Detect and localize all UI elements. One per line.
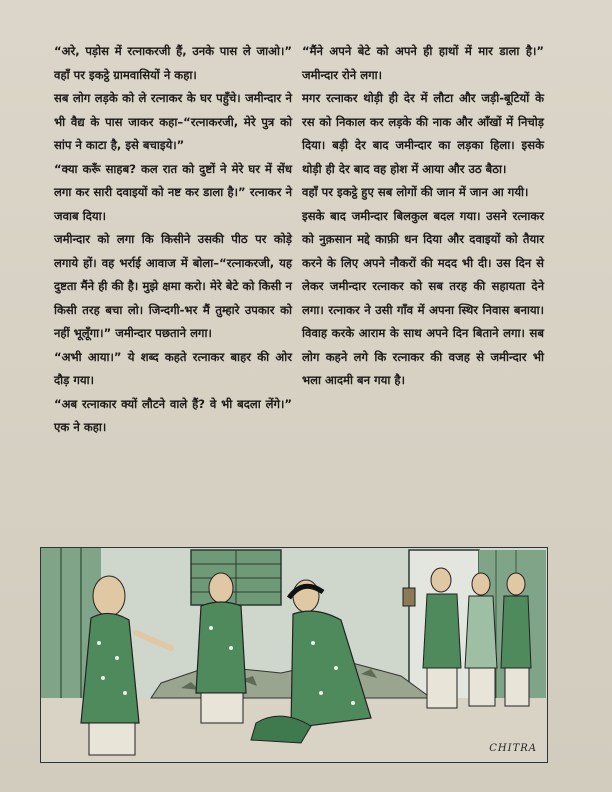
artist-signature: CHITRA bbox=[489, 743, 537, 754]
herb-pot bbox=[403, 588, 415, 606]
paragraph: मगर रत्नाकर थोड़ी ही देर में लौटा और जड़ी-बूटियों के रस को निकाल कर लड़के की नाक और आँखों में निचोड़ दिया। बड़ी देर बाद जमीन्दार का लड़का हिला। इसके थोड़ी ही देर बाद वह होश में आया और उठ बैठा। bbox=[302, 91, 544, 176]
paragraph: “मैंने अपने बेटे को अपने ही हाथों में मार डाला है।” जमीन्दार रोने लगा। bbox=[302, 44, 544, 82]
paragraph: “अरे, पड़ोस में रत्नाकरजी हैं, उनके पास ले जाओ।” वहाँ पर इकट्ठे ग्रामवासियों ने कहा। bbox=[54, 44, 292, 82]
paragraph: “अब रत्नाकार क्यों लौटने वाले हैं? वे भी बदला लेंगे।” एक ने कहा। bbox=[54, 396, 292, 434]
paragraph: जमीन्दार को लगा कि किसीने उसकी पीठ पर कोड़े लगाये हों। वह भर्राई आवाज में बोला–“रत्नाकरजी, यह दुष्टता मैंने ही की है। मुझे क्षमा करो। मेरे बेटे को किसी न किसी तरह बचा लो। जिन्दगी-भर मैं तुम्हारे उपकार को नहीं भूलूँगा।” जमीन्दार पछताने लगा। bbox=[54, 232, 292, 340]
paragraph: “क्या करूँ साहब? कल रात को दुष्टों ने मेरे घर में सेंध लगा कर सारी दवाइयों को नष्ट कर डाला है।” रत्नाकर ने जवाब दिया। bbox=[54, 161, 292, 223]
story-illustration bbox=[40, 547, 548, 763]
paragraph: इसके बाद जमीन्दार बिलकुल बदल गया। उसने रत्नाकर को नुक़सान मद्दे काफ़ी धन दिया और दवाइयों को तैयार करने के लिए अपने नौकरों की मदद भी दी। उस दिन से लेकर जमीन्दार रत्नाकर को सब तरह की सहायता देने लगा। रत्नाकर ने उसी गाँव में अपना स्थिर निवास बनाया। विवाह करके आराम के साथ अपने दिन बिताने लगा। सब लोग कहने लगे कि रत्नाकर की वजह से जमीन्दार भी भला आदमी बन गया है। bbox=[302, 208, 544, 387]
paragraph: सब लोग लड़के को ले रत्नाकर के घर पहुँचे। जमीन्दार ने भी वैद्य के पास जाकर कहा–“रत्नाकरजी, मेरे पुत्र को सांप ने काटा है, इसे बचाइये।” bbox=[54, 91, 292, 152]
right-text-column bbox=[302, 40, 544, 393]
paragraph: “अभी आया।” ये शब्द कहते रत्नाकर बाहर की ओर दौड़ गया। bbox=[54, 349, 292, 387]
paragraph: वहाँ पर इकट्ठे हुए सब लोगों की जान में जान आ गयी। bbox=[302, 185, 529, 199]
left-text-column bbox=[54, 40, 292, 440]
